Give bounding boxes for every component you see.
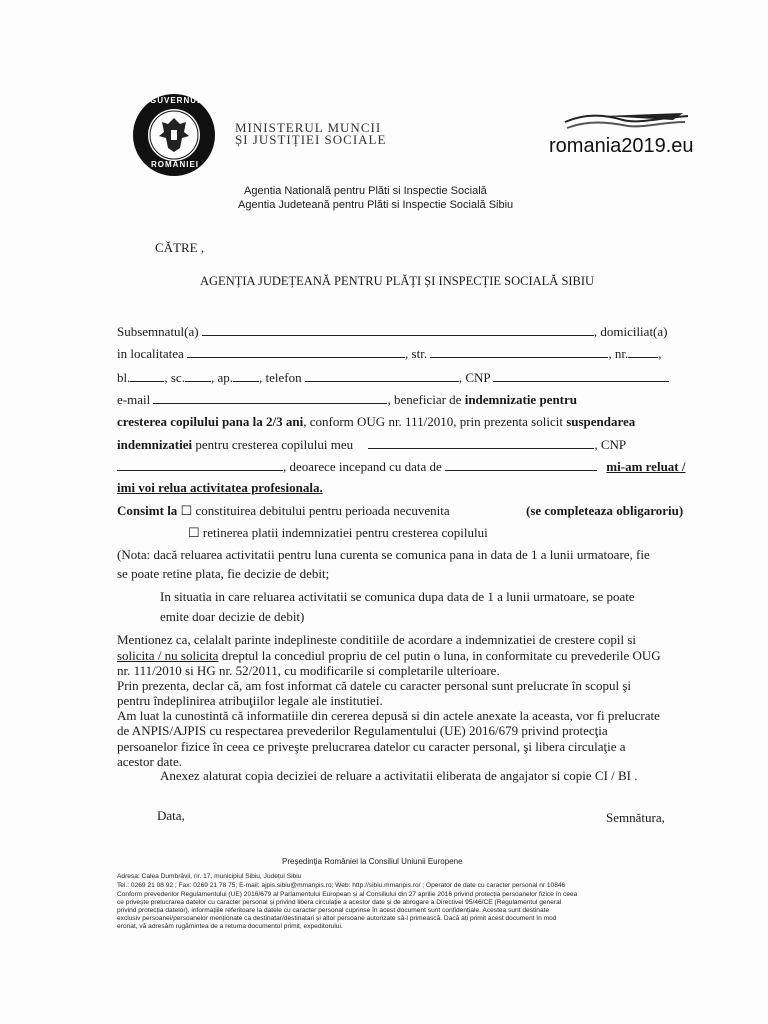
- text-mi-am-reluat[interactable]: mi-am reluat /: [606, 459, 686, 474]
- label-cnp: , CNP: [458, 370, 491, 385]
- label-sc: , sc.: [164, 370, 185, 385]
- cnp-field[interactable]: [493, 369, 669, 382]
- footer-presidency: Președinția României la Consiliul Uniunii Europene: [282, 857, 463, 866]
- text-conform: , conform OUG nr. 111/2010, prin prezenta solicit: [303, 414, 563, 429]
- block-field[interactable]: [130, 369, 164, 382]
- nota-line2: se poate retine plata, fie decizie de debit;: [117, 566, 330, 581]
- staircase-field[interactable]: [185, 369, 211, 382]
- paragraph-1-line2-rest: dreptul la concediul propriu de cel putin o luna, in conformitate cu prevederile OUG: [218, 648, 661, 663]
- text-solicita[interactable]: solicita / nu solicita: [117, 648, 219, 663]
- paragraph-2-line2: pentru îndeplinirea atribuţiilor legale ale institutiei.: [117, 693, 383, 708]
- label-beneficiar: , beneficiar de: [387, 392, 462, 407]
- paragraph-3-line3: persoanelor fizice în ceea ce priveşte prelucrarea datelor cu caracter personal, şi libera circulaţie a: [117, 739, 626, 754]
- paragraph-1-line1: Mentionez ca, celalalt parinte indeplineste conditiile de acordare a indemnizatiei de crestere copil si: [117, 632, 637, 647]
- crest-text-top: GUVERNUL: [150, 96, 203, 105]
- footer-contacts: Tel.: 0269 21 08 92 ; Fax: 0269 21 78 75; E-mail: ajpis.sibiu@mmanpis.ro; Web: http://sibiu.mmanpis.ro/ ; Operator de date cu caracter personal nr 10846: [117, 882, 566, 889]
- paragraph-1-line2: [117, 648, 661, 664]
- consent-row-1: [117, 503, 450, 519]
- label-data: Data,: [157, 808, 185, 823]
- footer-legal-2: ce privește prelucrarea datelor cu caracter personal și privind libera circulație a acestor date și de abrogare a Directivei 95/46/CE (Regulamentul general: [117, 899, 562, 906]
- label-email: e-mail: [117, 392, 151, 407]
- form-row-date: [117, 458, 685, 475]
- footer-legal-1: Conform prevederilor Regulamentului (UE) 2016/679 al Parlamentului European și al Consiliului din 27 aprilie 2016 privind protecția persoanelor fizice în ceea: [117, 891, 578, 898]
- label-ap: , ap.: [210, 370, 233, 385]
- child-name-field[interactable]: [368, 436, 594, 449]
- footer-address: Adresa: Calea Dumbrăvii, nr. 17, municipiul Sibiu, Județul Sibiu: [117, 873, 302, 880]
- footer-legal-3: privind protecția datelor), informațiile referitoare la datele cu caracter personal cuprinse în acest document sunt confidențiale. Acestea sunt destinate: [117, 907, 550, 914]
- label-localitatea: in localitatea: [117, 346, 184, 361]
- apartment-field[interactable]: [233, 369, 259, 382]
- name-field[interactable]: [202, 323, 594, 336]
- crest-text-bottom: ROMÂNIEI: [151, 160, 199, 169]
- text-indemnizatie-pentru: indemnizatie pentru: [464, 392, 578, 407]
- form-row-child: [117, 436, 626, 453]
- addressee-agency: AGENȚIA JUDEȚEANĂ PENTRU PLĂȚI ȘI INSPECȚIE SOCIALĂ SIBIU: [200, 274, 595, 288]
- text-cresterea: cresterea copilului pana la 2/3 ani: [117, 414, 304, 429]
- paragraph-3-line1: Am luat la cunostintă că informatiile din cererea depusă si din actele anexate la aceasta, vor fi prelucrate: [117, 708, 660, 723]
- phone-field[interactable]: [305, 369, 459, 382]
- text-imi-voi-relua[interactable]: imi voi relua activitatea profesionala.: [117, 480, 323, 495]
- label-comma: ,: [658, 346, 662, 361]
- mandatory-note: (se completeaza obligaroriu): [526, 503, 684, 518]
- paragraph-1-line3: nr. 111/2010 si HG nr. 52/2011, cu modificarile si completarile ulterioare.: [117, 663, 500, 678]
- label-semnatura: Semnătura,: [606, 810, 665, 825]
- label-telefon: , telefon: [259, 370, 302, 385]
- paragraph-3-line2: de ANPIS/AJPIS cu respectarea prevederilor Regulamentului (UE) 2016/679 privind protecţia: [117, 723, 608, 738]
- nota-line3: In situatia in care reluarea activitatii se comunica dupa data de 1 a lunii urmatoare, se poate: [160, 589, 635, 604]
- street-field[interactable]: [430, 345, 608, 358]
- child-cnp-field[interactable]: [117, 458, 283, 471]
- email-field[interactable]: [153, 391, 387, 404]
- label-cnp2: , CNP: [594, 437, 627, 452]
- form-row-name: [117, 323, 667, 340]
- ministry-name-line2: ȘI JUSTIȚIEI SOCIALE: [235, 132, 387, 147]
- paragraph-4: Anexez alaturat copia deciziei de reluare a activitatii eliberata de angajator si copie CI / BI .: [160, 768, 638, 783]
- number-field[interactable]: [628, 345, 658, 358]
- nota-line4: emite doar decizie de debit): [160, 609, 305, 624]
- label-bl: bl.: [117, 370, 131, 385]
- form-row-email: [117, 391, 577, 408]
- presidency-wave-icon: [563, 108, 693, 134]
- agency-national: Agentia Natională pentru Plăti si Inspectie Socială: [244, 185, 487, 197]
- checkbox-retinere[interactable]: ☐: [188, 525, 200, 540]
- nota-line1: (Nota: dacă reluarea activitatii pentru luna curenta se comunica pana in data de 1 a lunii urmatoare, fie: [117, 547, 650, 562]
- label-domiciliat: , domiciliat(a): [593, 324, 668, 339]
- footer-legal-5: eronat, vă adresăm rugămintea de a returna documentul primit, expeditorului.: [117, 923, 343, 930]
- option-debit-label: constituirea debitului pentru perioada necuvenita: [195, 503, 450, 518]
- option-retinere-label: retinerea platii indemnizatiei pentru cresterea copilului: [202, 525, 488, 540]
- text-pentru-copil: pentru cresterea copilului meu: [195, 437, 354, 452]
- label-nr: , nr.: [608, 346, 629, 361]
- text-indemnizatiei: indemnizatiei: [117, 437, 193, 452]
- label-subsemnatul: Subsemnatul(a): [117, 324, 199, 339]
- paragraph-2-line1: Prin prezenta, declar că, am fost informat că datele cu caracter personal sunt prelucrate în scopul şi: [117, 678, 631, 693]
- text-deoarece: , deoarece incepand cu data de: [283, 459, 442, 474]
- resume-date-field[interactable]: [445, 458, 597, 471]
- label-str: , str.: [405, 346, 428, 361]
- presidency-logo-text: romania2019.eu: [549, 135, 694, 157]
- label-consimt: Consimt la: [117, 503, 178, 518]
- form-row-cresterea: [117, 414, 695, 430]
- checkbox-debit[interactable]: ☐: [180, 503, 193, 518]
- addressee-catre: CĂTRE ,: [155, 240, 205, 255]
- form-row-building: [117, 369, 669, 386]
- ministry-name-line1: MINISTERUL MUNCII: [235, 120, 382, 135]
- form-row-address: [117, 345, 661, 362]
- locality-field[interactable]: [187, 345, 405, 358]
- consent-row-2: [188, 525, 488, 541]
- agency-county: Agentia Judeteană pentru Plăti si Inspectie Socială Sibiu: [238, 199, 514, 211]
- paragraph-3-line4: acestor date.: [117, 754, 182, 769]
- form-row-voi-relua: [117, 480, 323, 496]
- footer-legal-4: exclusiv persoanei/persoanelor menționate ca destinatar/destinatari și altor persoane autorizate să-l primească. Dacă ați primit acest document în mod: [117, 915, 557, 922]
- text-suspendarea: suspendarea: [566, 414, 636, 429]
